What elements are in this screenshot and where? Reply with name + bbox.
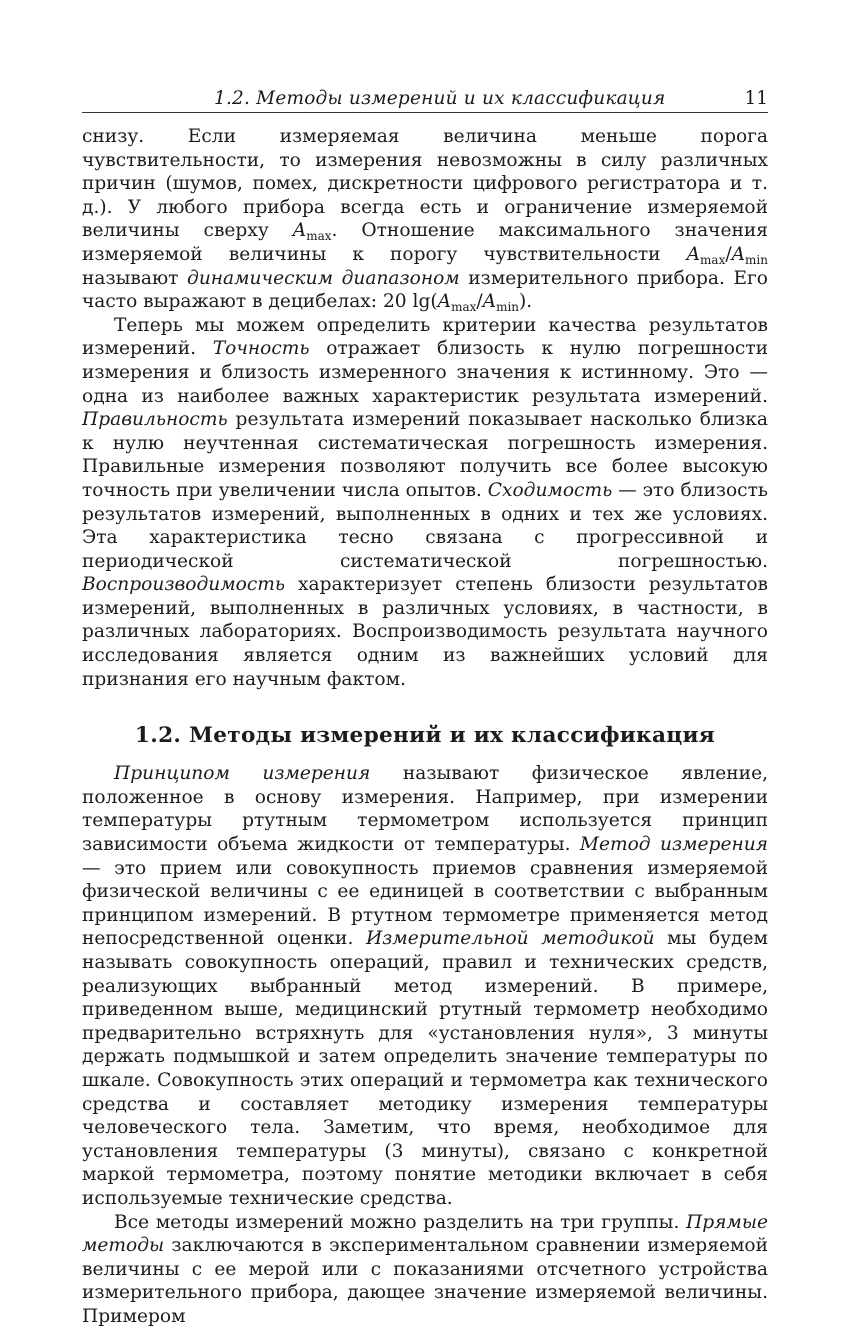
math-symbol-a: A	[482, 291, 497, 313]
running-header	[82, 86, 768, 113]
math-slash: /	[476, 291, 483, 313]
paragraph-4	[82, 1211, 768, 1329]
term-methodology: Измерительной методикой	[365, 928, 655, 950]
text-span: заключаются в экспериментальном сравнении измеряемой величины с ее мерой или с показаниями отсчетного устройства измерительного прибора, дающее значение измеряемой величины. Примером	[82, 1235, 768, 1327]
section-heading: 1.2. Методы измерений и их классификация	[134, 723, 716, 749]
text-span: называют физическое явление, положенное в основу измерения. Например, при измерении температуры ртутным термометром используется принцип зависимости объема жидкости от температуры.	[82, 763, 768, 856]
text-span: Все методы измерений можно разделить на три группы.	[114, 1211, 686, 1233]
math-symbol-a: A	[292, 220, 307, 242]
term-dynamic-range: динамическим диапазоном	[187, 267, 460, 289]
text-span: . Отношение максимального значения измеряемой величины к порогу чувствительности	[82, 220, 768, 265]
page-number: 11	[744, 88, 768, 109]
math-log-suffix: ).	[519, 291, 533, 313]
math-symbol-a: A	[437, 291, 452, 313]
term-reproducibility: Воспроизводимость	[82, 574, 286, 596]
math-log-prefix: 20 lg(	[382, 291, 438, 313]
term-correctness: Правильность	[82, 409, 228, 431]
text-span: — это прием или совокупность приемов сравнения измеряемой физической величины с ее единицей в соответствии с выбранным принципом измерений. В ртутном термометре применяется метод непосредственной оценки.	[82, 857, 768, 950]
math-symbol-a: A	[686, 243, 701, 265]
term-method: Метод измерения	[579, 834, 768, 856]
term-convergence: Сходимость	[487, 479, 613, 501]
paragraph-3	[82, 762, 768, 1210]
math-subscript-max: max	[700, 252, 726, 267]
text-span: результата измерений показывает насколько близка к нулю неучтенная систематическая погрешность измерения. Правильные измерения позволяют получить все более высокую точность при увеличении числа опытов.	[82, 409, 768, 501]
text-span: Теперь мы можем определить критерии качества результатов измерений.	[82, 314, 768, 360]
math-subscript-min: min	[496, 300, 520, 315]
text-span: характеризует степень близости результатов измерений, выполненных в различных условиях, в частности, в различных лабораториях. Воспроизводимость результата научного исследования является одним из важнейших условий для признания его научным фактом.	[82, 574, 768, 690]
text-span: отражает близость к нулю погрешности измерения и близость измеренного значения к истинному. Это — одна из наиболее важных характеристик результата измерений.	[82, 338, 769, 407]
text-span: снизу. Если измеряемая величина меньше порога чувствительности, то измерения невозможны в силу различных причин (шумов, помех, дискретности цифрового регистратора и т. д.). У любого прибора всегда есть и ограничение измеряемой величины сверху	[82, 126, 768, 242]
term-accuracy: Точность	[212, 338, 310, 360]
text-span: — это близость результатов измерений, выполненных в одних и тех же условиях. Эта характеристика тесно связана с прогрессивной и периодической систематической погрешностью.	[82, 479, 768, 572]
math-subscript-max: max	[306, 229, 332, 244]
term-direct-methods: Прямые методы	[82, 1211, 768, 1257]
math-ratio	[687, 244, 768, 265]
math-decibel-formula	[382, 291, 533, 315]
math-a-max	[292, 220, 332, 244]
math-subscript-min: min	[745, 252, 768, 267]
text-span: измерительного прибора. Его часто выражают в децибелах:	[82, 267, 768, 313]
paragraph-1	[82, 125, 768, 314]
text-span: мы будем называть совокупность операций, правил и технических средств, реализующих выбранный метод измерений. В примере, приведенном выше, медицинский ртутный термометр необходимо предварительно встряхнуть для «установления нуля», 3 минуты держать подмышкой и затем определить значение температуры по шкале. Совокупность этих операций и термометра как технического средства и составляет методику измерения температуры человеческого тела. Заметим, что время, необходимое для установления температуры (3 минуты), связано с конкретной маркой термометра, поэтому понятие методики включает в себя используемые технические средства.	[82, 928, 768, 1209]
math-symbol-a: A	[731, 243, 746, 265]
paragraph-2	[82, 314, 768, 692]
running-title: 1.2. Методы измерений и их классификация	[214, 88, 666, 109]
text-span: называют	[82, 267, 188, 289]
math-subscript-max: max	[451, 300, 477, 315]
math-slash: /	[725, 243, 732, 265]
page	[82, 86, 768, 1329]
term-principle: Принципом измерения	[114, 763, 371, 785]
